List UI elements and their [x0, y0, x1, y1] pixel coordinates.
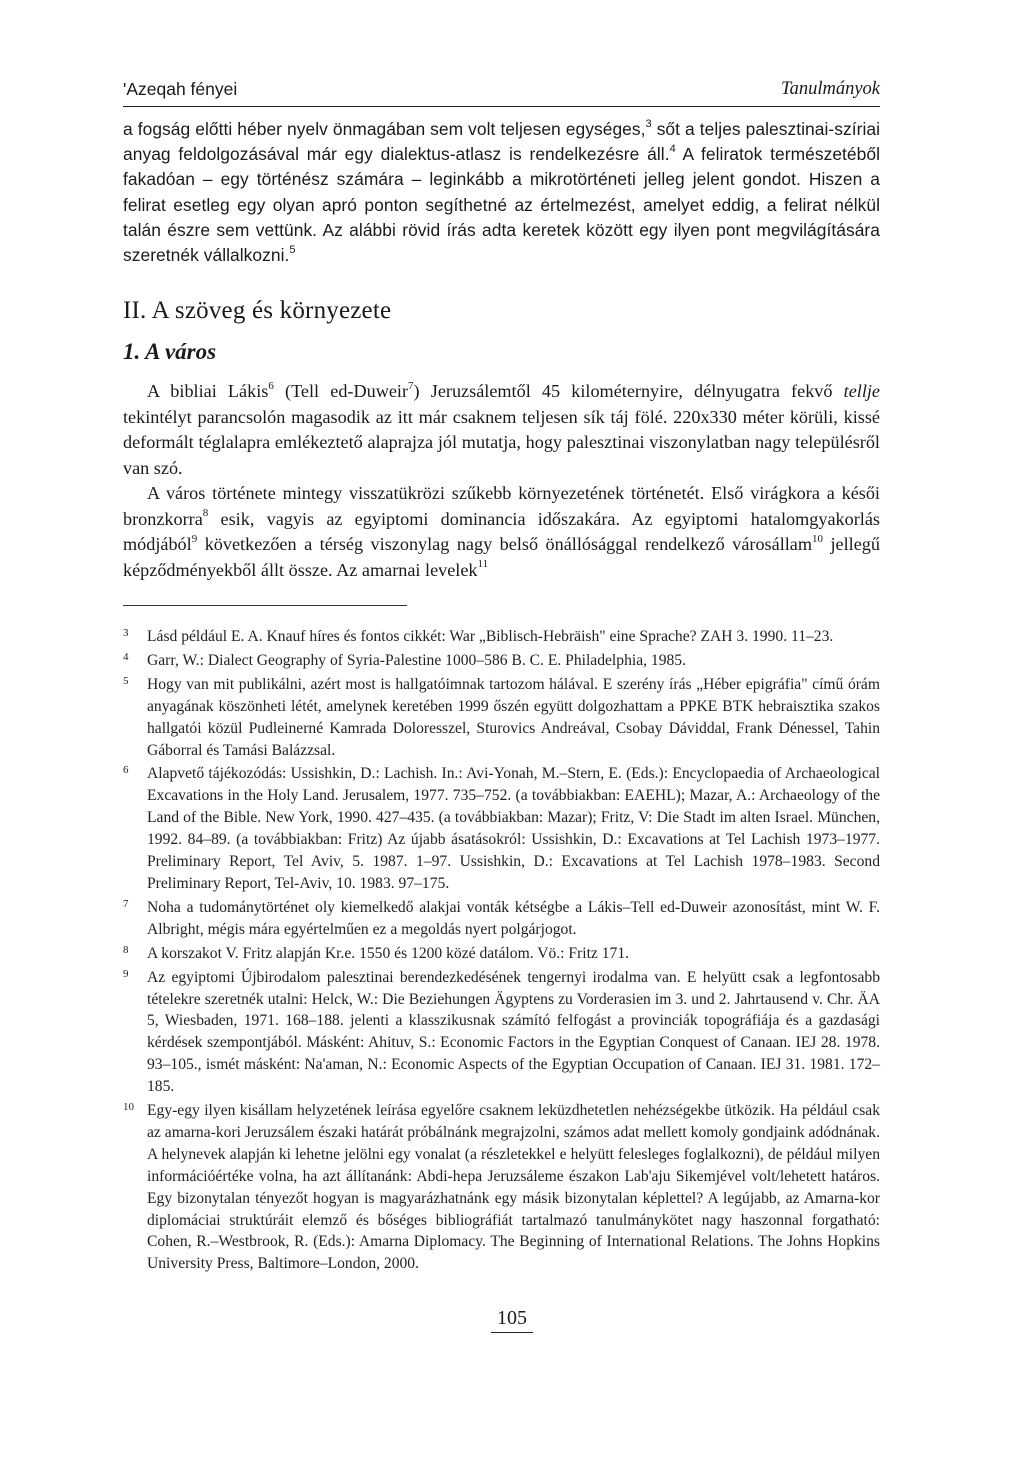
footnote: 8 A korszakot V. Fritz alapján Kr.e. 1550 és 1200 közé datálom. Vö.: Fritz 171.	[123, 943, 880, 965]
footnotes	[123, 626, 880, 1277]
footnote-number: 10	[123, 1101, 134, 1114]
footnote-number: 5	[123, 674, 129, 687]
footnote: 4 Garr, W.: Dialect Geography of Syria-Palestine 1000–586 B. C. E. Philadelphia, 1985.	[123, 650, 880, 672]
footnote-ref-8[interactable]: 8	[202, 507, 209, 520]
footnote: 6 Alapvető tájékozódás: Ussishkin, D.: Lachish. In.: Avi-Yonah, M.–Stern, E. (Eds.): Encyclopaedia of Archaeological Excavations in the Holy Land. Jerusalem, 1977. 735–752. (a továbbiakban: EAEHL); Mazar, A.: Archaeology of the Land of the Bible. New York, 1990. 427–435. (a továbbiakban: Mazar); Fritz, V: Die Stadt im alten Israel. München, 1992. 84–89. (a továbbiakban: Fritz) Az újabb ásatásokról: Ussishkin, D.: Excavations at Tel Lachish 1973–1977. Preliminary Report, Tel Aviv, 5. 1987. 1–97. Ussishkin, D.: Excavations at Tel Lachish 1978–1983. Second Preliminary Report, Tel-Aviv, 10. 1983. 97–175.	[123, 763, 880, 894]
footnote-number: 9	[123, 967, 129, 980]
footnote-ref-5[interactable]: 5	[289, 244, 296, 257]
footnote: 5 Hogy van mit publikálni, azért most is hallgatóimnak tartozom hálával. E szerény írás „Héber epigráfia" című órám anyagának köszönheti létét, amelynek keretében 1999 őszén együtt dolgozhattam a PPKE BTK hebraisztika szakos hallgatói közül Pudleinerné Kamrada Doloresszel, Sturovics Andreával, Csobay Dáviddal, Frank Dénessel, Tahin Gáborral és Tamási Balázzsal.	[123, 674, 880, 762]
footnote-ref-4[interactable]: 4	[669, 143, 676, 156]
footnote-number: 3	[123, 627, 129, 639]
page-number: 105	[0, 1307, 1024, 1333]
tellje-term: tellje	[843, 381, 880, 401]
running-head	[123, 78, 880, 107]
main-text	[123, 379, 880, 583]
footnote: 3 Lásd például E. A. Knauf híres és fontos cikkét: War „Biblisch-Hebräish" eine Sprache? ZAH 3. 1990. 11–23.	[123, 626, 880, 648]
footnote: 7 Noha a tudománytörténet oly kiemelkedő alakjai vonták kétségbe a Lákis–Tell ed-Duweir azonosítást, mint W. F. Albright, mégis mára egyértelműen ez a megoldás nyert polgárjogot.	[123, 897, 880, 941]
paragraph-lakis: A bibliai Lákis$^6$ (Tell ed-Duweir$^7$) Jeruzsálemtől 45 kilométernyire, délnyugatra fekvő tellje tekintélyt parancsolón magasodik az itt már csaknem teljesen sík táj fölé. 220x330 méter körüli, kissé deformált téglalapra emlékeztető alaprajza jól mutatja, hogy palesztinai viszonylatban nagy településről van szó.	[123, 379, 880, 478]
footnote: 10 Egy-egy ilyen kisállam helyzetének leírása egyelőre csaknem leküzdhetetlen nehézségekbe ütközik. Ha például csak az amarna-kori Jeruzsálem északi határát próbálnánk megrajzolni, számos adat mellett komoly gondjaink adódnának. A helynevek alapján ki lehetne jelölni egy vonalat (a részletekkel e helyütt felesleges foglalkozni), de például milyen információértéke volna, ha azt állítanánk: Abdi-hepa Jeruzsáleme északon Lab'aju Sikemjével volt/lehetett határos. Egy bizonytalan tényezőt hogyan is magyarázhatnánk egy másik bizonytalan képlettel? A legújabb, az Amarna-kor diplomáciai struktúráit elemző és bőséges bibliográfiát tartalmazó tanulmánykötet nagy haszonnal forgatható: Cohen, R.–Westbrook, R. (Eds.): Amarna Diplomacy. The Beginning of International Relations. The Johns Hopkins University Press, Baltimore–London, 2000.	[123, 1100, 880, 1275]
intro-paragraph: a fogság előtti héber nyelv önmagában sem volt teljesen egységes,$^3$ sőt a teljes palesztinai-szíriai anyag feldolgozásával már egy dialektus-atlasz is rendelkezésre áll.$^4$ A feliratok természetéből fakadóan – egy történész számára – leginkább a mikrotörténeti jelleg jelent gondot. Hiszen a felirat esetleg egy olyan apró ponton segíthetné az értelmezést, amelyet eddig, a felirat nélkül talán észre sem vettünk. Az alábbi rövid írás adta keretek között egy ilyen pont megvilágítására szeretnék vállalkozni.$^5$	[123, 118, 881, 266]
footnote-separator	[123, 605, 407, 606]
footnote-number: 8	[123, 943, 129, 956]
footnote-ref-10[interactable]: 10	[812, 532, 824, 545]
footnote-ref-7[interactable]: 7	[408, 379, 414, 392]
subsection-title: 1. A város	[123, 339, 217, 364]
running-head-section: Tanulmányok	[780, 79, 880, 99]
footnote-ref-3[interactable]: 3	[645, 118, 652, 131]
footnote-ref-11[interactable]: 11	[477, 558, 489, 571]
section-title: II. A szöveg és környezete	[123, 297, 392, 324]
footnote-number: 6	[123, 764, 129, 777]
footnote-number: 7	[123, 897, 129, 910]
footnote-number: 4	[123, 650, 129, 663]
footnote: 9 Az egyiptomi Újbirodalom palesztinai berendezkedésének tengernyi irodalma van. E helyütt csak a legfontosabb tételekre szeretnék utalni: Helck, W.: Die Beziehungen Ägyptens zu Vorderasien im 3. und 2. Jahrtausend v. Chr. ÄA 5, Wiesbaden, 1971. 168–188. jelenti a klasszikusnak számító felfogást a provinciák topográfiája és a gazdasági kérdések szempontjából. Másként: Ahituv, S.: Economic Factors in the Egyptian Conquest of Canaan. IEJ 28. 1978. 93–105., ismét másként: Na'aman, N.: Economic Aspects of the Egyptian Occupation of Canaan. IEJ 31. 1981. 172–185.	[123, 967, 880, 1098]
footnote-ref-6[interactable]: 6	[268, 379, 274, 392]
footnote-ref-9[interactable]: 9	[191, 532, 198, 545]
paragraph-history: A város története mintegy visszatükrözi szűkebb környezetének történetét. Első virágkora a késői bronzkorra$^8$ esik, vagyis az egyiptomi dominancia időszakára. Az egyiptomi hatalomgyakorlás módjából$^9$ következően a térség viszonylag nagy belső önállósággal rendelkező városállam$^{10}$ jellegű képződményekből állt össze. Az amarnai levelek$^{11}$	[123, 483, 880, 580]
running-head-journal: 'Azeqah fényei	[123, 79, 238, 99]
